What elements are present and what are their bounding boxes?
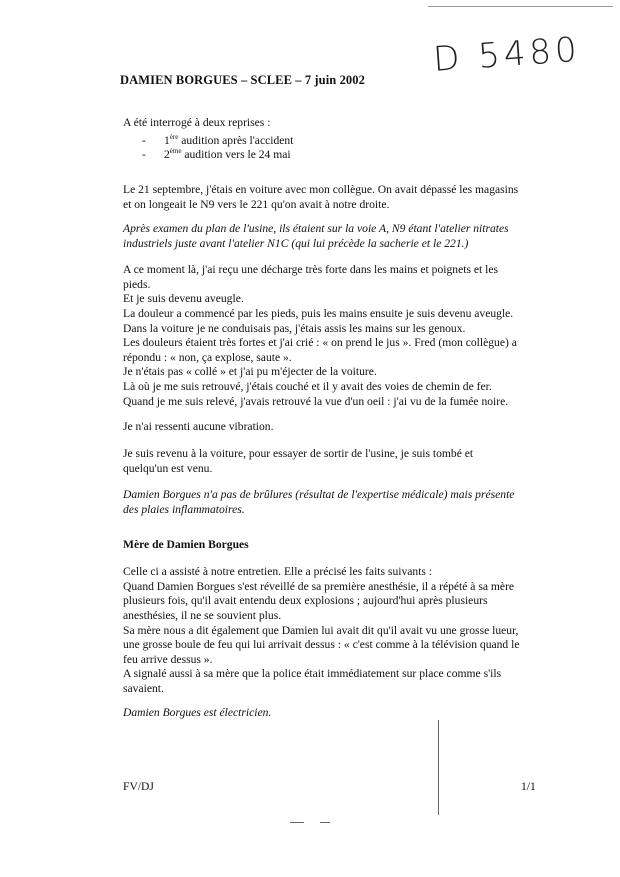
paragraph-line: Je n'ai ressenti aucune vibration. xyxy=(123,420,274,433)
scan-mark xyxy=(290,822,304,823)
paragraph-line: Quand Damien Borgues s'est réveillé de sa première anesthésie, il a répété à sa mère xyxy=(123,580,515,593)
dash-icon: - xyxy=(142,147,146,161)
italic-note-line: Damien Borgues est électricien. xyxy=(123,706,272,719)
paragraph-line: répondu : « non, ça explose, saute ». xyxy=(123,351,292,364)
paragraph-line: A ce moment là, j'ai reçu une décharge très forte dans les mains et poignets et les xyxy=(123,263,499,276)
paragraph-line: une grosse boule de feu qui lui arrivait dessus : « c'est comme à la télévision quand le xyxy=(123,638,520,651)
paragraph-line: savaient. xyxy=(123,682,164,695)
dash-icon: - xyxy=(142,133,146,147)
paragraph-line: anesthésies, il ne se souvient plus. xyxy=(123,609,282,622)
paragraph-line: Quand je me suis relevé, j'avais retrouvé la vue d'un oeil : j'ai vu de la fumée noire. xyxy=(123,395,509,408)
top-rule xyxy=(428,6,613,7)
paragraph-line: pieds. xyxy=(123,278,151,291)
section-title: Mère de Damien Borgues xyxy=(123,538,249,551)
paragraph-line: Sa mère nous a dit également que Damien lui avait dit qu'il avait vu une grosse lueur, xyxy=(123,624,519,637)
paragraph-line: Dans la voiture je ne conduisais pas, j'étais assis les mains sur les genoux. xyxy=(123,322,466,335)
paragraph-line: Celle ci a assisté à notre entretien. Elle a précisé les faits suivants : xyxy=(123,565,433,578)
paragraph-line: Et je suis devenu aveugle. xyxy=(123,292,244,305)
page-number: 1/1 xyxy=(521,780,536,793)
italic-note-line: industriels juste avant l'atelier N1C (qui lui précède la sacherie et le 221.) xyxy=(123,237,469,250)
margin-mark xyxy=(438,720,439,815)
document-title: DAMIEN BORGUES – SCLEE – 7 juin 2002 xyxy=(120,73,365,87)
paragraph-line: Les douleurs étaient très fortes et j'ai crié : « on prend le jus ». Fred (mon collègue) a xyxy=(123,336,517,349)
paragraph-line: La douleur a commencé par les pieds, puis les mains ensuite je suis devenu aveugle. xyxy=(123,307,514,320)
footer-initials: FV/DJ xyxy=(123,780,154,793)
paragraph-line: Je n'étais pas « collé » et j'ai pu m'éjecter de la voiture. xyxy=(123,365,377,378)
paragraph-line: Là où je me suis retrouvé, j'étais couché et il y avait des voies de chemin de fer. xyxy=(123,380,492,393)
paragraph-line: A signalé aussi à sa mère que la police était immédiatement sur place comme s'ils xyxy=(123,667,502,680)
paragraph-line: quelqu'un est venu. xyxy=(123,462,213,475)
paragraph-line: Le 21 septembre, j'étais en voiture avec mon collègue. On avait dépassé les magasins xyxy=(123,183,519,196)
list-item: - 2ème audition vers le 24 mai xyxy=(142,147,291,161)
handwritten-reference: D 5480 xyxy=(432,29,582,80)
paragraph-line: et on longeait le N9 vers le 221 qu'on avait à notre droite. xyxy=(123,198,390,211)
scan-mark xyxy=(320,822,330,823)
intro-line: A été interrogé à deux reprises : xyxy=(123,116,271,129)
italic-note-line: Damien Borgues n'a pas de brûlures (résultat de l'expertise médicale) mais présente xyxy=(123,488,515,501)
paragraph-line: feu arrive dessus ». xyxy=(123,653,213,666)
paragraph-line: plusieurs fois, qu'il avait entendu deux explosions ; aujourd'hui après plusieurs xyxy=(123,594,488,607)
italic-note-line: Après examen du plan de l'usine, ils étaient sur la voie A, N9 étant l'atelier nitrates xyxy=(123,222,509,235)
italic-note-line: des plaies inflammatoires. xyxy=(123,503,245,516)
paragraph-line: Je suis revenu à la voiture, pour essayer de sortir de l'usine, je suis tombé et xyxy=(123,447,474,460)
list-item: - 1ère audition après l'accident xyxy=(142,133,294,147)
